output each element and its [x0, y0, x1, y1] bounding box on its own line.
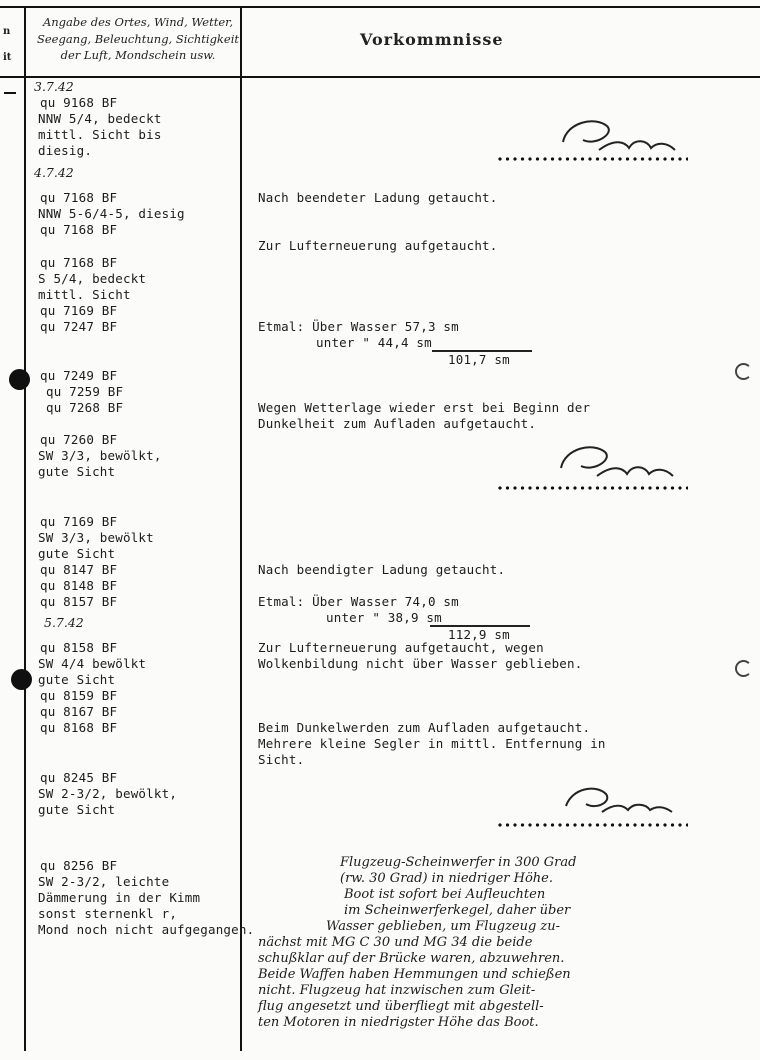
event-text: Zur Lufterneuerung aufgetaucht, wegen: [258, 640, 544, 655]
weather-line: Mond noch nicht aufgegangen.: [38, 922, 255, 937]
position-line: qu 7168 BF: [40, 255, 118, 270]
weather-line: mittl. Sicht: [38, 287, 131, 302]
handwritten-line: schußklar auf der Brücke waren, abzuwehren.: [258, 951, 565, 966]
position-line: qu 8245 BF: [40, 770, 118, 785]
event-text: Nach beendigter Ladung getaucht.: [258, 562, 506, 577]
event-text: Zur Lufterneuerung aufgetaucht.: [258, 238, 498, 253]
punch-hole: [9, 369, 30, 390]
left-margin-rule: [24, 6, 26, 1051]
weather-line: SW 3/3, bewölkt,: [38, 448, 162, 463]
position-line: qu 7249 BF: [40, 368, 118, 383]
etmal-total: 112,9 sm: [448, 627, 510, 642]
event-text: Wolkenbildung nicht über Wasser geblieben.: [258, 656, 583, 671]
position-line: qu 8167 BF: [40, 704, 118, 719]
handwritten-line: Flugzeug-Scheinwerfer in 300 Grad: [340, 855, 577, 870]
position-line: qu 7168 BF: [40, 190, 118, 205]
header-bottom-rule: [0, 76, 760, 78]
position-line: qu 8147 BF: [40, 562, 118, 577]
weather-line: SW 2-3/2, leichte: [38, 874, 170, 889]
date-entry: 4.7.42: [34, 165, 74, 180]
ring-mark: [735, 660, 752, 677]
position-line: qu 8159 BF: [40, 688, 118, 703]
handwritten-line: nicht. Flugzeug hat inzwischen zum Gleit-: [258, 983, 536, 998]
handwritten-line: Boot ist sofort bei Aufleuchten: [344, 887, 546, 902]
edge-text-bottom: it: [3, 52, 12, 63]
date-entry: 3.7.42: [34, 79, 74, 94]
left-header-line: Angabe des Ortes, Wind, Wetter,: [42, 15, 234, 29]
handwritten-line: im Scheinwerferkegel, daher über: [344, 903, 571, 918]
position-line: qu 8168 BF: [40, 720, 118, 735]
left-header-line: Seegang, Beleuchtung, Sichtigkeit: [36, 31, 240, 46]
weather-line: gute Sicht: [38, 672, 116, 687]
weather-line: NNW 5/4, bedeckt: [38, 111, 162, 126]
position-line: qu 9168 BF: [40, 95, 118, 110]
left-column-header: [34, 14, 242, 64]
dotted-rule: [498, 823, 688, 827]
event-text: Mehrere kleine Segler in mittl. Entfernung in: [258, 736, 606, 751]
event-text: Dunkelheit zum Aufladen aufgetaucht.: [258, 416, 537, 431]
dotted-rule: [498, 157, 688, 161]
etmal-line: unter " 38,9 sm: [326, 610, 442, 625]
etmal-line: Etmal: Über Wasser 74,0 sm: [258, 594, 459, 609]
weather-line: SW 2-3/2, bewölkt,: [38, 786, 178, 801]
edge-text-top: n: [3, 26, 11, 37]
weather-line: SW 4/4 bewölkt: [38, 656, 147, 671]
position-line: qu 8256 BF: [40, 858, 118, 873]
signature: [560, 776, 685, 820]
weather-line: S 5/4, bedeckt: [38, 271, 147, 286]
dotted-rule: [498, 486, 688, 490]
handwritten-line: Wasser geblieben, um Flugzeug zu-: [326, 919, 561, 934]
left-header-line: der Luft, Mondschein usw.: [60, 48, 216, 62]
handwritten-line: ten Motoren in niedrigster Höhe das Boot.: [258, 1015, 539, 1030]
position-line: qu 8157 BF: [40, 594, 118, 609]
signature: [555, 112, 680, 160]
ring-mark: [735, 363, 752, 380]
weather-line: SW 3/3, bewölkt: [38, 530, 154, 545]
top-rule: [0, 6, 760, 8]
weather-line: gute Sicht: [38, 802, 116, 817]
handwritten-line: flug angesetzt und überfliegt mit abgestell-: [258, 999, 544, 1014]
margin-dash: [4, 92, 16, 94]
right-column-header: Vorkommnisse: [360, 30, 504, 49]
punch-hole: [11, 669, 32, 690]
position-line: qu 7247 BF: [40, 319, 118, 334]
position-line: qu 7268 BF: [46, 400, 124, 415]
weather-line: mittl. Sicht bis: [38, 127, 162, 142]
etmal-line: Etmal: Über Wasser 57,3 sm: [258, 319, 459, 334]
handwritten-line: nächst mit MG C 30 und MG 34 die beide: [258, 935, 533, 950]
position-line: qu 7168 BF: [40, 222, 118, 237]
event-text: Sicht.: [258, 752, 305, 767]
event-text: Beim Dunkelwerden zum Aufladen aufgetaucht.: [258, 720, 591, 735]
event-text: Nach beendeter Ladung getaucht.: [258, 190, 498, 205]
position-line: qu 8158 BF: [40, 640, 118, 655]
date-entry: 5.7.42: [44, 615, 84, 630]
weather-line: diesig.: [38, 143, 93, 158]
signature: [555, 436, 680, 484]
weather-line: sonst sternenkl r,: [38, 906, 178, 921]
weather-line: NNW 5-6/4-5, diesig: [38, 206, 185, 221]
handwritten-line: (rw. 30 Grad) in niedriger Höhe.: [340, 871, 553, 886]
column-divider-rule: [240, 6, 242, 1051]
position-line: qu 7169 BF: [40, 514, 118, 529]
position-line: qu 8148 BF: [40, 578, 118, 593]
position-line: qu 7260 BF: [40, 432, 118, 447]
event-text: Wegen Wetterlage wieder erst bei Beginn der: [258, 400, 591, 415]
weather-line: gute Sicht: [38, 464, 116, 479]
weather-line: gute Sicht: [38, 546, 116, 561]
etmal-line: unter " 44,4 sm: [316, 335, 432, 350]
position-line: qu 7169 BF: [40, 303, 118, 318]
handwritten-line: Beide Waffen haben Hemmungen und schießen: [258, 967, 571, 982]
position-line: qu 7259 BF: [46, 384, 124, 399]
etmal-total: 101,7 sm: [448, 352, 510, 367]
weather-line: Dämmerung in der Kimm: [38, 890, 201, 905]
